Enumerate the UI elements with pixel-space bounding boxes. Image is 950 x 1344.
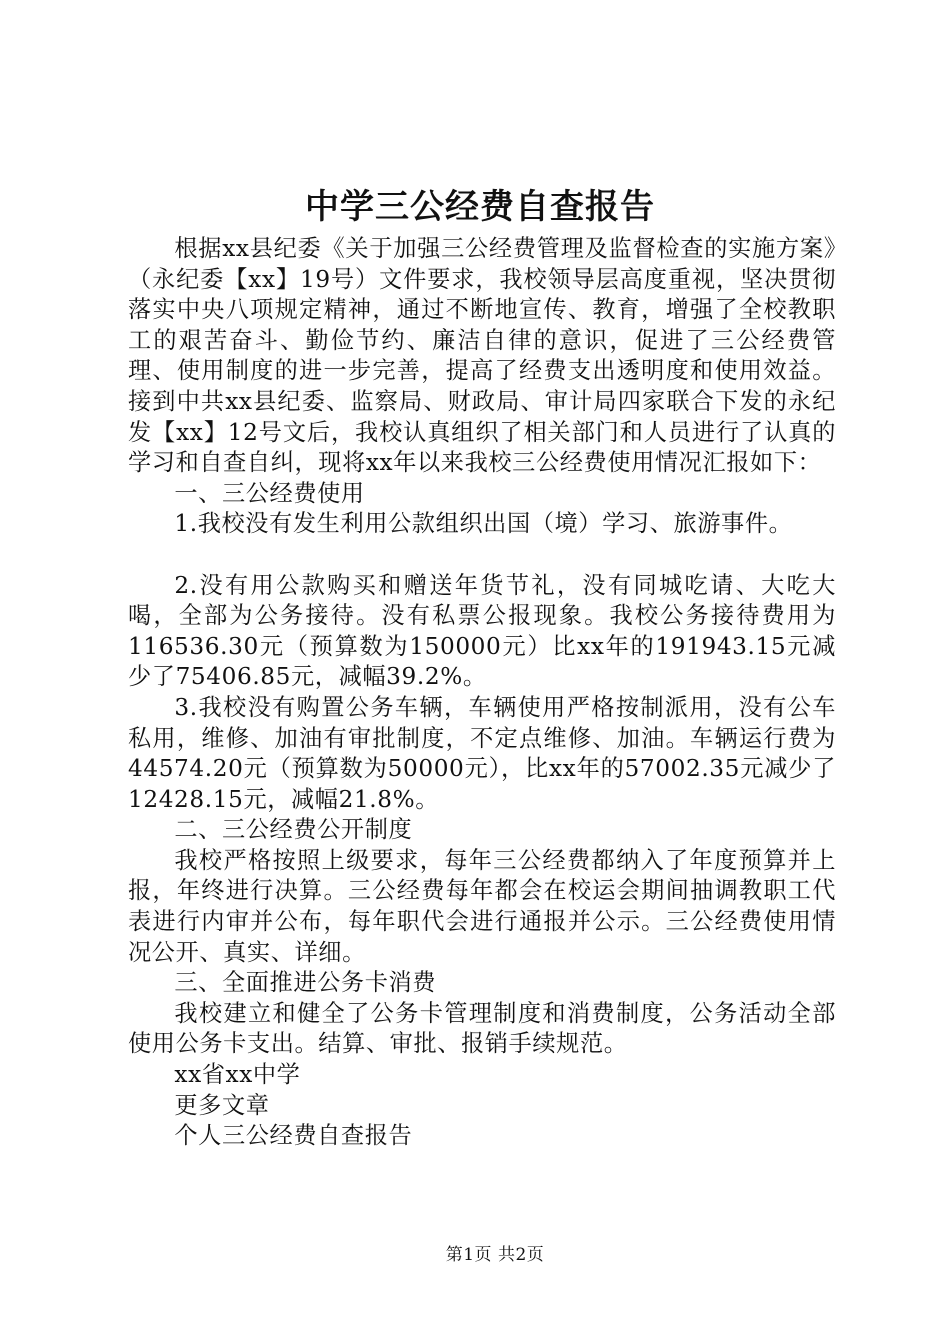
- usage-item-2: 2.没有用公款购买和赠送年货节礼，没有同城吃请、大吃大喝，全部为公务接待。没有私票公报现象。我校公务接待费用为116536.30元（预算数为150000元）比xx年的191943.15元减少了75406.85元，减幅39.2%。: [128, 571, 836, 691]
- signature-school: xx省xx中学: [174, 1061, 301, 1089]
- page-number-footer: 第1页 共2页: [445, 1245, 545, 1265]
- usage-item-1: 1.我校没有发生利用公款组织出国（境）学习、旅游事件。: [174, 510, 793, 538]
- usage-item-3: 3.我校没有购置公务车辆，车辆使用严格按制派用，没有公车私用，维修、加油有审批制度，不定点维修、加油。车辆运行费为44574.20元（预算数为50000元），比xx年的57002.35元减少了12428.15元，减幅21.8%。: [128, 693, 836, 813]
- document-body: [128, 234, 836, 1152]
- official-card-paragraph: 我校建立和健全了公务卡管理制度和消费制度，公务活动全部使用公务卡支出。结算、审批、报销手续规范。: [128, 999, 836, 1058]
- document-title: 中学三公经费自查报告: [305, 187, 655, 227]
- section-heading-disclosure: 二、三公经费公开制度: [174, 816, 413, 844]
- disclosure-paragraph: 我校严格按照上级要求，每年三公经费都纳入了年度预算并上报，年终进行决算。三公经费每年都会在校运会期间抽调教职工代表进行内审并公布，每年职代会进行通报并公示。三公经费使用情况公开、真实、详细。: [128, 846, 836, 966]
- blank-line: [128, 540, 836, 571]
- section-heading-usage: 一、三公经费使用: [174, 479, 365, 507]
- more-articles-label: 更多文章: [174, 1091, 270, 1119]
- related-article-link[interactable]: 个人三公经费自查报告: [174, 1122, 413, 1150]
- section-heading-official-card: 三、全面推进公务卡消费: [174, 969, 437, 997]
- intro-paragraph: 根据xx县纪委《关于加强三公经费管理及监督检查的实施方案》（永纪委【xx】19号）文件要求，我校领导层高度重视，坚决贯彻落实中央八项规定精神，通过不断地宣传、教育，增强了全校教职工的艰苦奋斗、勤俭节约、廉洁自律的意识，促进了三公经费管理、使用制度的进一步完善，提高了经费支出透明度和使用效益。接到中共xx县纪委、监察局、财政局、审计局四家联合下发的永纪发【xx】12号文后，我校认真组织了相关部门和人员进行了认真的学习和自查自纠，现将xx年以来我校三公经费使用情况汇报如下：: [128, 235, 836, 477]
